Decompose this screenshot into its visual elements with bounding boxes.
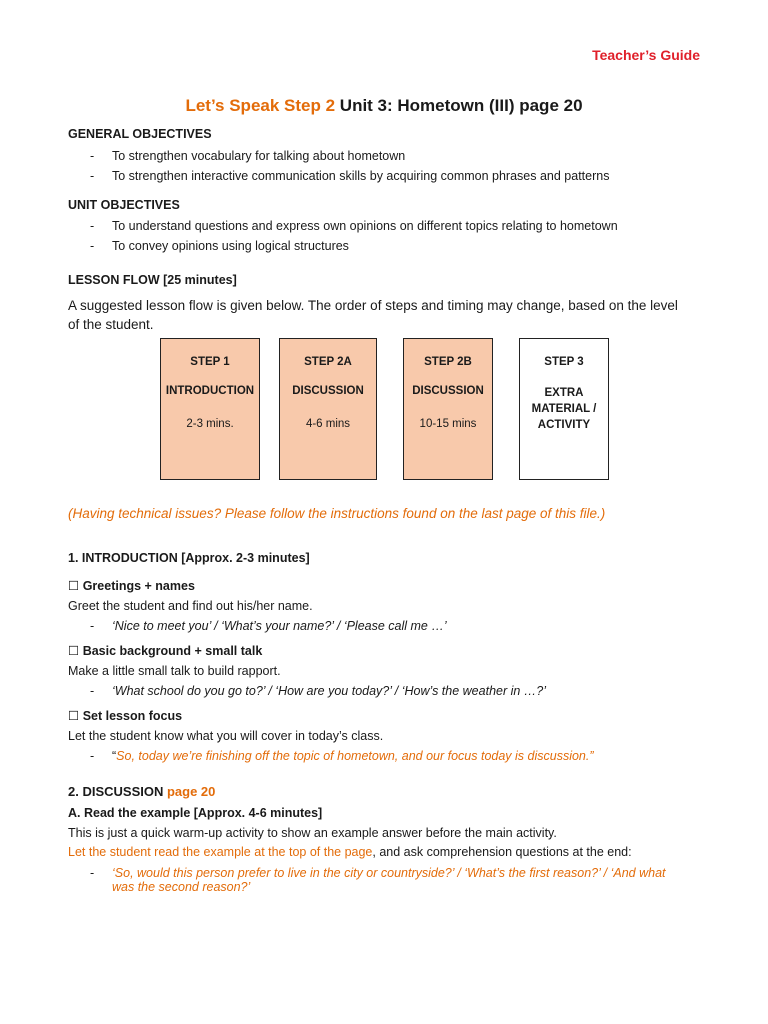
lesson-flow-intro: A suggested lesson flow is given below. The order of steps and timing may change, based on the level	[68, 298, 678, 313]
step-name: DISCUSSION	[412, 385, 484, 397]
step-3-box	[519, 338, 609, 480]
list-item: - To strengthen interactive communication skills by acquiring common phrases and patterns	[90, 169, 610, 183]
small-talk-item-title: ☐ Basic background + small talk	[68, 644, 263, 658]
general-objectives-heading: GENERAL OBJECTIVES	[68, 127, 212, 141]
step-number: STEP 2A	[304, 356, 352, 368]
step-2a-box	[279, 338, 377, 480]
step-name: EXTRA MATERIAL / ACTIVITY	[531, 387, 597, 431]
unit-title: Unit 3: Hometown (III) page 20	[335, 96, 583, 115]
step-name: DISCUSSION	[292, 385, 364, 397]
introduction-heading: 1. INTRODUCTION [Approx. 2-3 minutes]	[68, 551, 310, 565]
checkbox-icon: ☐	[68, 709, 80, 723]
step-time: 4-6 mins	[305, 418, 351, 430]
small-talk-desc: Make a little small talk to build rapport.	[68, 664, 281, 678]
step-number: STEP 2B	[424, 356, 472, 368]
lesson-focus-item-title: ☐ Set lesson focus	[68, 709, 183, 723]
step-time: 2-3 mins.	[186, 418, 234, 430]
read-example-instruction: Let the student read the example at the top of the page, and ask comprehension questions at the end:	[68, 845, 632, 859]
step-time: 10-15 mins	[419, 418, 477, 430]
step-number: STEP 3	[544, 356, 584, 368]
teachers-guide-label: Teacher’s Guide	[592, 47, 700, 63]
list-item: - To understand questions and express own opinions on different topics relating to hometown	[90, 219, 618, 233]
unit-objectives-heading: UNIT OBJECTIVES	[68, 198, 180, 212]
page-title	[0, 96, 768, 116]
lesson-flow-intro-cont: of the student.	[68, 317, 154, 332]
list-item: - To convey opinions using logical structures	[90, 239, 349, 253]
step-1-box	[160, 338, 260, 480]
list-item: - ‘What school do you go to?’ / ‘How are you today?’ / ‘How’s the weather in …?’	[90, 684, 547, 698]
discussion-heading: 2. DISCUSSION page 20	[68, 784, 216, 799]
checkbox-icon: ☐	[68, 644, 80, 658]
step-2b-box	[403, 338, 493, 480]
technical-issues-note: (Having technical issues? Please follow the instructions found on the last page of this file.)	[68, 506, 606, 521]
greetings-item-title: ☐ Greetings + names	[68, 579, 195, 593]
lesson-focus-desc: Let the student know what you will cover in today’s class.	[68, 729, 384, 743]
greetings-desc: Greet the student and find out his/her name.	[68, 599, 313, 613]
series-title: Let’s Speak Step 2	[185, 96, 336, 115]
list-item: - ‘So, would this person prefer to live in the city or countryside?’ / ‘What’s the first reason?’ / ‘And what was the second reason?’	[90, 866, 666, 894]
read-example-heading: A. Read the example [Approx. 4-6 minutes]	[68, 806, 323, 820]
step-name: INTRODUCTION	[165, 385, 255, 397]
read-example-desc: This is just a quick warm-up activity to show an example answer before the main activity.	[68, 826, 557, 840]
list-item: - ‘Nice to meet you’ / ‘What’s your name?’ / ‘Please call me …’	[90, 619, 447, 633]
list-item: - To strengthen vocabulary for talking about hometown	[90, 149, 406, 163]
step-number: STEP 1	[190, 356, 230, 368]
checkbox-icon: ☐	[68, 579, 80, 593]
discussion-page-ref: page 20	[163, 784, 216, 799]
lesson-flow-heading: LESSON FLOW [25 minutes]	[68, 273, 237, 287]
list-item: - “So, today we’re finishing off the topic of hometown, and our focus today is discussion.”	[90, 749, 594, 763]
